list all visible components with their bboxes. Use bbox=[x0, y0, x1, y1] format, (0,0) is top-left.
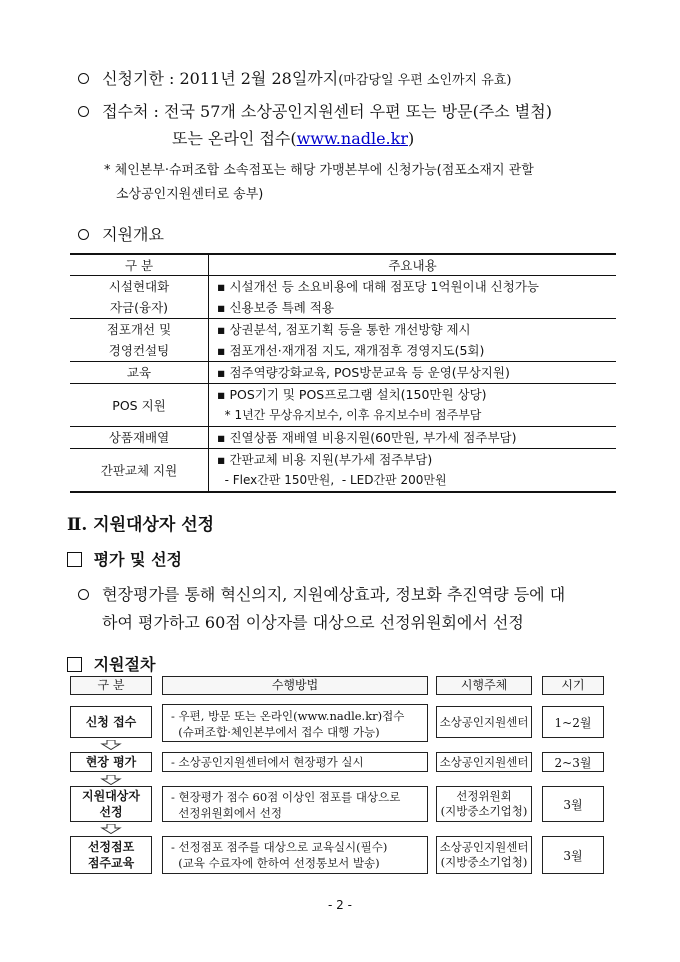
step-period-box bbox=[542, 752, 604, 772]
step-period: 3월 bbox=[563, 797, 583, 812]
step-period: 1~2월 bbox=[554, 715, 592, 730]
step-agent-box bbox=[436, 752, 532, 772]
step-agent: 소상공인지원센터 bbox=[439, 714, 529, 729]
table-row bbox=[70, 384, 616, 427]
row-item: ▪ 점주역량강화교육, POS방문교육 등 운영(무상지원) bbox=[217, 365, 510, 380]
overview-header-content: 주요내용 bbox=[209, 254, 617, 276]
step-name: 신청 접수 bbox=[85, 715, 137, 729]
step-agent: 선정위원회 (지방중소기업청) bbox=[440, 789, 528, 818]
row-item: * 1년간 무상유지보수, 이후 유지보수비 점주부담 bbox=[217, 408, 482, 422]
table-row bbox=[70, 362, 616, 384]
down-arrow-icon bbox=[100, 775, 122, 785]
row-item: ▪ 상권분석, 점포기획 등을 통한 개선방향 제시 bbox=[217, 322, 471, 337]
step-name-box bbox=[70, 786, 152, 822]
row-item: - Flex간판 150만원, - LED간판 200만원 bbox=[217, 473, 447, 487]
reception-line2 bbox=[172, 126, 414, 149]
step-period-box bbox=[542, 786, 604, 822]
square-bullet-icon bbox=[67, 657, 82, 672]
step-desc: - 우편, 방문 또는 온라인(www.nadle.kr)접수 (슈퍼조합·체인본부에서 접수 대행 가능) bbox=[171, 709, 405, 739]
step-period-box bbox=[542, 836, 604, 874]
step-agent: 소상공인지원센터 bbox=[439, 754, 529, 769]
step-agent-box bbox=[436, 786, 532, 822]
overview-header-category: 구 분 bbox=[70, 254, 209, 276]
overview-title: 지원개요 bbox=[102, 225, 164, 244]
step-period: 3월 bbox=[563, 848, 583, 863]
eval-heading bbox=[67, 547, 182, 570]
step-desc: - 소상공인지원센터에서 현장평가 실시 bbox=[171, 755, 364, 769]
deadline-line bbox=[78, 66, 511, 89]
step-name: 지원대상자 선정 bbox=[82, 789, 140, 819]
reception-prefix: 또는 온라인 접수( bbox=[172, 129, 297, 148]
row-category: 간판교체 지원 bbox=[100, 462, 178, 478]
eval-text-1: 현장평가를 통해 혁신의지, 지원예상효과, 정보화 추진역량 등에 대 bbox=[102, 585, 566, 604]
step-desc: - 선정점포 점주를 대상으로 교육실시(필수) (교육 수료자에 한하여 선정통보서 발송) bbox=[171, 840, 388, 870]
table-row bbox=[70, 427, 616, 449]
row-item: ▪ 진열상품 재배열 비용지원(60만원, 부가세 점주부담) bbox=[217, 430, 517, 445]
step-desc-box bbox=[162, 786, 428, 822]
step-desc-box bbox=[162, 836, 428, 874]
note-line2: 소상공인지원센터로 송부) bbox=[116, 187, 264, 202]
row-item: ▪ POS기기 및 POS프로그램 설치(150만원 상당) bbox=[217, 387, 487, 402]
row-category: 상품재배열 bbox=[108, 430, 170, 445]
row-item: ▪ 신용보증 특례 적용 bbox=[217, 300, 334, 315]
step-name-box bbox=[70, 706, 152, 738]
procedure-title: 지원절차 bbox=[93, 655, 156, 674]
step-period: 2~3월 bbox=[554, 755, 592, 770]
eval-title: 평가 및 선정 bbox=[93, 550, 182, 569]
procedure-header-category: 구 분 bbox=[70, 676, 152, 695]
circle-bullet-icon bbox=[78, 73, 89, 84]
step-agent-box bbox=[436, 706, 532, 738]
step-name: 현장 평가 bbox=[85, 755, 137, 769]
reception-suffix: ) bbox=[407, 129, 415, 148]
row-item: ▪ 시설개선 등 소요비용에 대해 점포당 1억원이내 신청가능 bbox=[217, 279, 539, 294]
overview-table bbox=[70, 253, 616, 493]
reception-line1 bbox=[78, 99, 552, 122]
circle-bullet-icon bbox=[78, 229, 89, 240]
deadline-note: (마감당일 우편 소인까지 유효) bbox=[338, 73, 512, 88]
step-agent: 소상공인지원센터 (지방중소기업청) bbox=[439, 840, 529, 869]
deadline-label: 신청기한 : 2011년 2월 28일까지 bbox=[102, 69, 339, 88]
note-line1: * 체인본부·슈퍼조합 소속점포는 해당 가맹본부에 신청가능(점포소재지 관할 bbox=[104, 163, 534, 178]
step-name-box bbox=[70, 836, 152, 874]
procedure-heading bbox=[67, 652, 155, 675]
row-item: ▪ 간판교체 비용 지원(부가세 점주부담) bbox=[217, 452, 433, 467]
page-number: - 2 - bbox=[328, 898, 352, 912]
table-row bbox=[70, 276, 616, 319]
down-arrow-icon bbox=[100, 824, 122, 834]
section-title: Ⅱ. 지원대상자 선정 bbox=[67, 515, 215, 535]
row-category: POS 지원 bbox=[112, 397, 166, 413]
step-name-box bbox=[70, 752, 152, 772]
step-name: 선정점포 점주교육 bbox=[87, 840, 135, 870]
table-row bbox=[70, 319, 616, 362]
table-row bbox=[70, 449, 616, 493]
procedure-header-period: 시기 bbox=[542, 676, 604, 695]
row-item: ▪ 점포개선·재개점 지도, 재개점후 경영지도(5회) bbox=[217, 343, 485, 358]
reception-text: 접수처 : 전국 57개 소상공인지원센터 우편 또는 방문(주소 별첨) bbox=[102, 102, 552, 121]
row-category: 경영컨설팅 bbox=[108, 343, 170, 358]
row-category: 자금(융자) bbox=[109, 300, 169, 315]
square-bullet-icon bbox=[67, 552, 82, 567]
row-category: 점포개선 및 bbox=[106, 322, 172, 337]
procedure-header-agent: 시행주체 bbox=[436, 676, 532, 695]
step-desc: - 현장평가 점수 60점 이상인 점포를 대상으로 선정위원회에서 선정 bbox=[171, 790, 401, 820]
overview-heading bbox=[78, 222, 164, 245]
eval-text-2: 하여 평가하고 60점 이상자를 대상으로 선정위원회에서 선정 bbox=[102, 613, 524, 632]
circle-bullet-icon bbox=[78, 106, 89, 117]
row-category: 시설현대화 bbox=[108, 279, 170, 294]
row-category: 교육 bbox=[126, 365, 152, 380]
step-desc-box bbox=[162, 752, 428, 772]
step-desc-box bbox=[162, 704, 428, 742]
eval-line1 bbox=[78, 582, 565, 605]
circle-bullet-icon bbox=[78, 589, 89, 600]
step-period-box bbox=[542, 706, 604, 738]
nadle-link[interactable]: www.nadle.kr bbox=[296, 129, 408, 148]
procedure-header-method: 수행방법 bbox=[162, 676, 428, 695]
down-arrow-icon bbox=[100, 740, 122, 750]
step-agent-box bbox=[436, 836, 532, 874]
overview-header-row bbox=[70, 254, 616, 276]
